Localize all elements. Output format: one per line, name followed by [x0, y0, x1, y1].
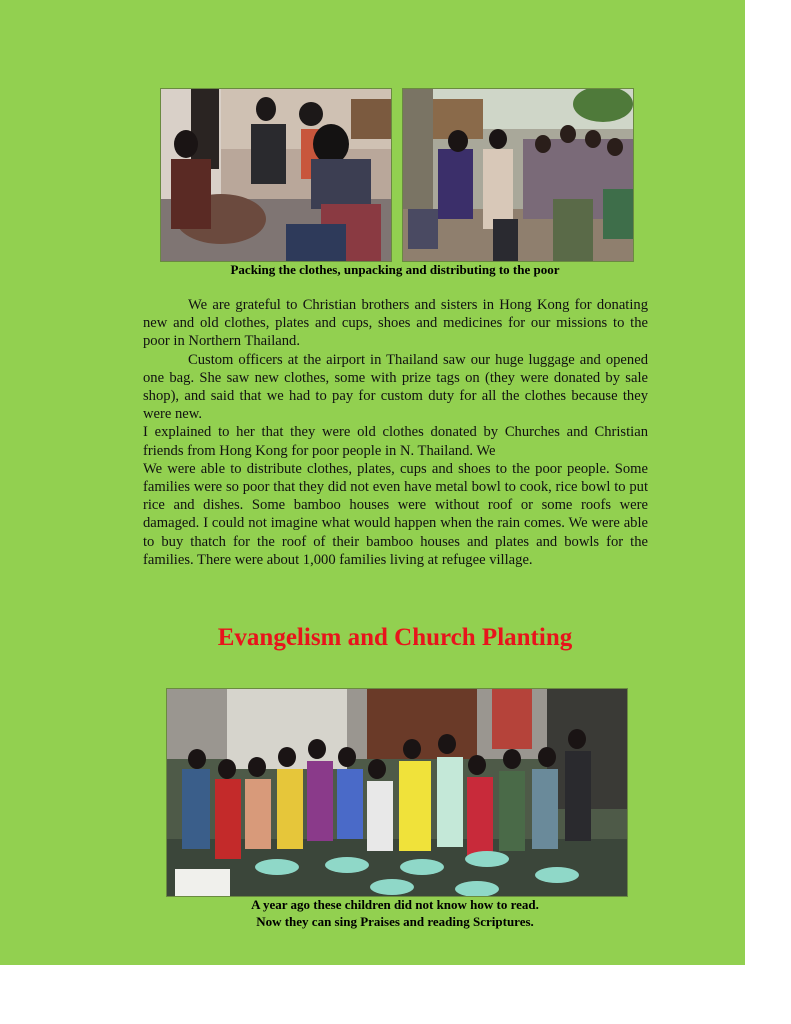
bottom-caption-line-1: A year ago these children did not know how to read. [251, 897, 539, 912]
top-photos-caption: Packing the clothes, unpacking and distributing to the poor [230, 262, 560, 277]
paragraph-distribution: We were able to distribute clothes, plates, cups and shoes to the poor people. Some families were so poor that they did not even have metal bowl to cook, rice bowl to put rice and dishes. Some bamboo houses were without roof or some roofs were damaged. I could not imagine what would happen when the rain comes. We were able to buy thatch for the roof of their bamboo houses and plates and bowls for the families. There were about 1,000 families living at refugee village. [143, 460, 648, 568]
paragraph-customs: Custom officers at the airport in Thailand saw our huge luggage and opened one bag. She saw new clothes, some with prize tags on (they were donated by sale shop), and said that we had to pay for custom duty for all the clothes because they were new. [143, 351, 648, 423]
bottom-caption-line-2: Now they can sing Praises and reading Scriptures. [256, 914, 534, 929]
bottom-photo-caption [150, 896, 640, 930]
body-text [143, 296, 648, 569]
distribution-crowd-photo [402, 88, 634, 262]
children-singing-photo [166, 688, 628, 897]
section-heading: Evangelism and Church Planting [217, 624, 573, 651]
paragraph-explanation: I explained to her that they were old clothes donated by Churches and Christian friends from Hong Kong for poor people in N. Thailand. We [143, 424, 648, 459]
paragraph-donations: We are grateful to Christian brothers and sisters in Hong Kong for donating new and old clothes, plates and cups, shoes and medicines for our missions to the poor in Northern Thailand. [143, 297, 648, 350]
packing-clothes-photo [160, 88, 392, 262]
